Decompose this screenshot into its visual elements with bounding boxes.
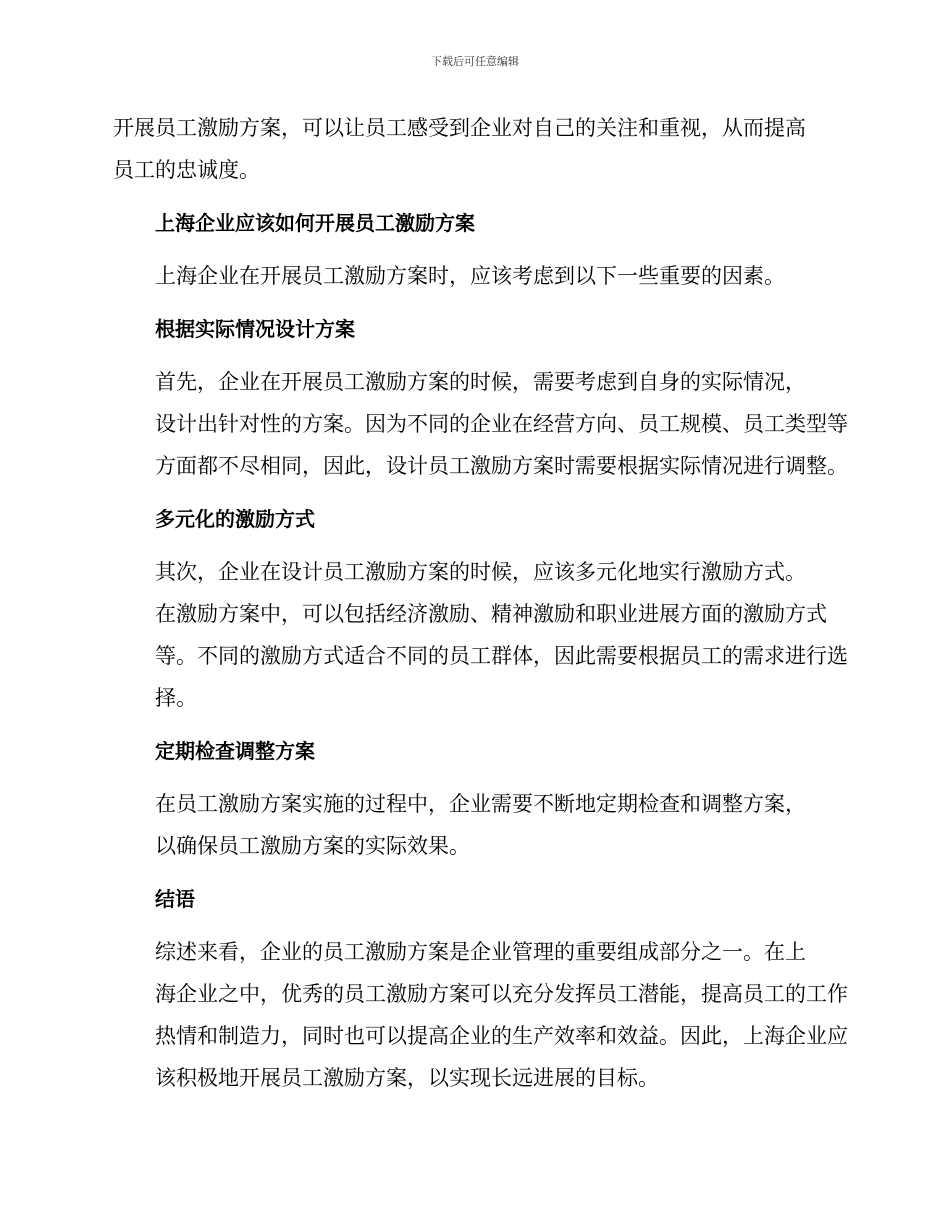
paragraph — [113, 551, 848, 719]
text-line: 以确保员工激励方案的实际效果。 — [155, 834, 470, 858]
paragraph — [113, 931, 848, 1099]
text-line: 在激励方案中，可以包括经济激励、精神激励和职业进展方面的激励方式 — [155, 602, 827, 626]
text-line: 该积极地开展员工激励方案，以实现长远进展的目标。 — [155, 1066, 659, 1090]
section-heading: 根据实际情况设计方案 — [155, 317, 355, 341]
section-heading: 上海企业应该如何开展员工激励方案 — [155, 211, 475, 235]
document-body — [113, 107, 848, 1110]
paragraph-intro — [113, 107, 831, 191]
text-line: 在员工激励方案实施的过程中，企业需要不断地定期检查和调整方案， — [155, 792, 806, 816]
text-line: 开展员工激励方案，可以让员工感受到企业对自己的关注和重视，从而提高 — [113, 116, 806, 140]
text-line: 首先，企业在开展员工激励方案的时候，需要考虑到自身的实际情况， — [155, 370, 806, 394]
text-line: 其次，企业在设计员工激励方案的时候，应该多元化地实行激励方式。 — [155, 560, 806, 584]
section-heading: 多元化的激励方式 — [155, 507, 315, 531]
paragraph — [113, 255, 831, 297]
text-line: 海企业之中，优秀的员工激励方案可以充分发挥员工潜能，提高员工的工作 — [155, 982, 848, 1006]
text-line: 上海企业在开展员工激励方案时，应该考虑到以下一些重要的因素。 — [155, 264, 785, 288]
paragraph — [113, 783, 831, 867]
text-line: 等。不同的激励方式适合不同的员工群体，因此需要根据员工的需求进行选 — [155, 644, 848, 668]
section-heading: 结语 — [155, 887, 195, 911]
text-line: 员工的忠诚度。 — [113, 158, 260, 182]
paragraph — [113, 361, 848, 487]
text-line: 综述来看，企业的员工激励方案是企业管理的重要组成部分之一。在上 — [155, 940, 806, 964]
section-heading: 定期检查调整方案 — [155, 739, 315, 763]
text-line: 设计出针对性的方案。因为不同的企业在经营方向、员工规模、员工类型等 — [155, 412, 848, 436]
text-line: 方面都不尽相同，因此，设计员工激励方案时需要根据实际情况进行调整。 — [155, 454, 848, 478]
text-line: 择。 — [155, 686, 197, 710]
page-header: 下载后可任意编辑 — [431, 55, 519, 68]
text-line: 热情和制造力，同时也可以提高企业的生产效率和效益。因此，上海企业应 — [155, 1024, 848, 1048]
